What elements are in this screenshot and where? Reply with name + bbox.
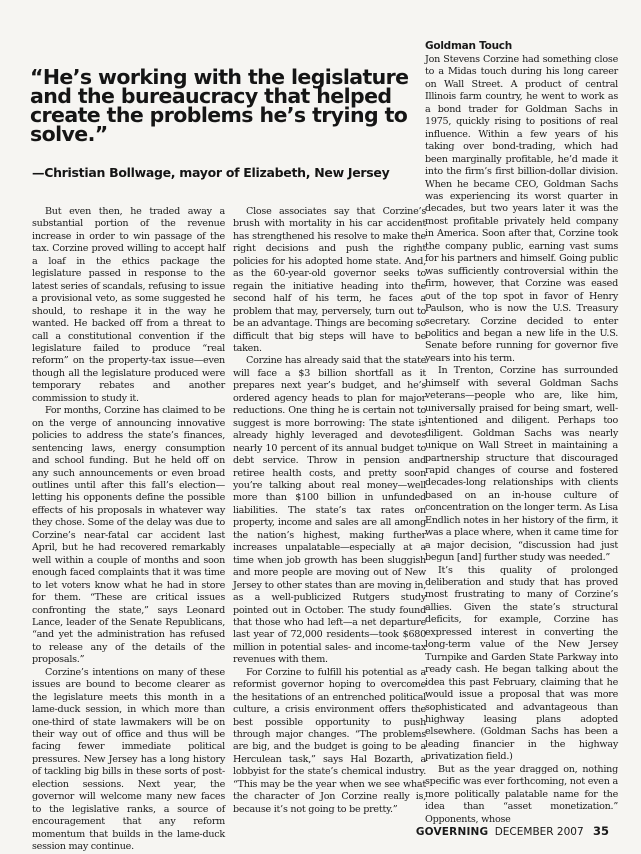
paragraph: But as the year dragged on, nothing specific was ever forthcoming, not even a more politically palatable name for the idea than “asset monetization.” Opponents, whose bbox=[425, 763, 618, 825]
paragraph: Jon Stevens Corzine had something close to a Midas touch during his long career on Wall Street. A product of central Illinois farm country, he went to work as a bond trader for Goldman Sachs in 1975, quickly rising to positions of real influence. Within a few years of his taking over bond-trading, which had been marginally profitable, he’d made it into the firm’s first billion-dollar division. When he became CEO, Goldman Sachs was experiencing its worst quarter in decades, but two years later it was the most profitable privately held company in America. Soon after that, Corzine took the company public, earning vast sums for his partners and himself. Going public was sufficiently controversial within the firm, however, that Corzine was eased out of the top spot in favor of Henry Paulson, who is now the U.S. Treasury secretary. Corzine decided to enter politics and began a new life in the U.S. Senate before running for governor five years into his term. bbox=[425, 54, 618, 364]
issue-date: DECEMBER 2007 bbox=[494, 826, 584, 838]
paragraph: It’s this quality of prolonged deliberation and study that has proved most frustrating to many of Corzine’s allies. Given the state’s structural deficits, for example, Corzine has expressed interest in converting the long-term value of the New Jersey Turnpike and Garden State Parkway into ready cash. He began talking about the idea this past February, claiming that he would issue a proposal that was more sophisticated and advantageous than highway leasing plans adopted elsewhere. (Goldman Sachs has been a leading financier in the highway privatization field.) bbox=[425, 564, 618, 763]
section-heading: Goldman Touch bbox=[425, 40, 513, 52]
paragraph: For months, Corzine has claimed to be on the verge of announcing innovative policies to address the state’s finances, sentencing laws, energy consumption and school funding. But he held off on any such announcements or even broad outlines until after this fall’s election—letting his opponents define the possible effects of his proposals in whatever way they chose. Some of the delay was due to Corzine’s near-fatal car accident last April, but he had recovered remarkably well within a couple of months and soon enough faced complaints that it was time to let voters know what he had in store for them. “These are critical issues confronting the state,” says Leonard Lance, leader of the Senate Republicans, “and yet the administration has refused to release any of the details of the proposals.” bbox=[32, 405, 225, 666]
article-column-2 bbox=[233, 206, 426, 821]
article-column-1 bbox=[32, 206, 225, 853]
paragraph: Close associates say that Corzine’s brush with mortality in his car accident has strengthened his resolve to make the right decisions and push the right policies for his adopted home state. And, as the 60-year-old governor seeks to regain the initiative heading into the second half of his term, he faces a problem that may, perversely, turn out to be an advantage. Things are becoming so difficult that big steps will have to be taken. bbox=[233, 206, 426, 354]
paragraph: But even then, he traded away a substantial portion of the revenue increase in order to win passage of the tax. Corzine proved willing to accept half a loaf in the ethics package the legislature passed in response to the latest series of scandals, refusing to issue a provisional veto, as some suggested he should, to reshape it in the way he wanted. He backed off from a threat to call a constitutional convention if the legislature failed to produce “real reform” on the property-tax issue—even though all the legislature produced were temporary rebates and another commission to study it. bbox=[32, 206, 225, 404]
paragraph: In Trenton, Corzine has surrounded himself with several Goldman Sachs veterans—people who are, like him, universally praised for being smart, well-intentioned and diligent. Perhaps too diligent. Goldman Sachs was nearly unique on Wall Street in maintaining a partnership structure that discouraged rapid changes of course and fostered decades-long relationships with clients based on an in-house culture of concentration on the longer term. As Lisa Endlich notes in her history of the firm, it was a place where, when it came time for a major decision, “discussion had just begun [and] further study was needed.” bbox=[425, 365, 618, 564]
paragraph: For Corzine to fulfill his potential as a reformist governor hoping to overcome the hesitations of an entrenched political culture, a crisis environment offers the best possible opportunity to push through major changes. “The problems are big, and the budget is going to be a Herculean task,” says Hal Bozarth, a lobbyist for the state’s chemical industry. “This may be the year when we see what the character of Jon Corzine really is, because it’s not going to be pretty.” bbox=[233, 666, 426, 815]
article-column-3 bbox=[425, 40, 618, 825]
page-number: 35 bbox=[592, 824, 609, 838]
paragraph: Corzine’s intentions on many of these issues are bound to become clearer as the legislature meets this month in a lame-duck session, in which more than one-third of state lawmakers will be on their way out of office and thus will be facing fewer immediate political pressures. New Jersey has a long history of tackling big bills in these sorts of post-election sessions. Next year, the governor will welcome many new faces to the legislative ranks, a source of encouragement that any reform momentum that builds in the lame-duck session may continue. bbox=[32, 666, 225, 853]
pull-quote-attribution: —Christian Bollwage, mayor of Elizabeth, New Jersey bbox=[32, 165, 390, 180]
page-footer bbox=[416, 824, 609, 838]
pull-quote: “He’s working with the legislature and the bureaucracy that helped create the problems he’s trying to solve.” bbox=[30, 65, 409, 146]
magazine-name: GOVERNING bbox=[415, 826, 489, 838]
paragraph: Corzine has already said that the state will face a $3 billion shortfall as it prepares next year’s budget, and he’s ordered agency heads to plan for major reductions. One thing he is certain not to suggest is more borrowing: The state is already highly leveraged and devotes nearly 10 percent of its annual budget to debt service. Throw in pension and retiree health costs, and pretty soon you’re talking about real money—well more than $100 billion in unfunded liabilities. The state’s tax rates on property, income and sales are all among the nation’s highest, making further increases unpalatable—especially at a time when job growth has been sluggish and more people are moving out of New Jersey to other states than are moving in, as a well-publicized Rutgers study pointed out in October. The study found that those who had left—a net departure last year of 72,000 residents—took $680 million in potential sales- and income-tax revenues with them. bbox=[233, 355, 426, 666]
